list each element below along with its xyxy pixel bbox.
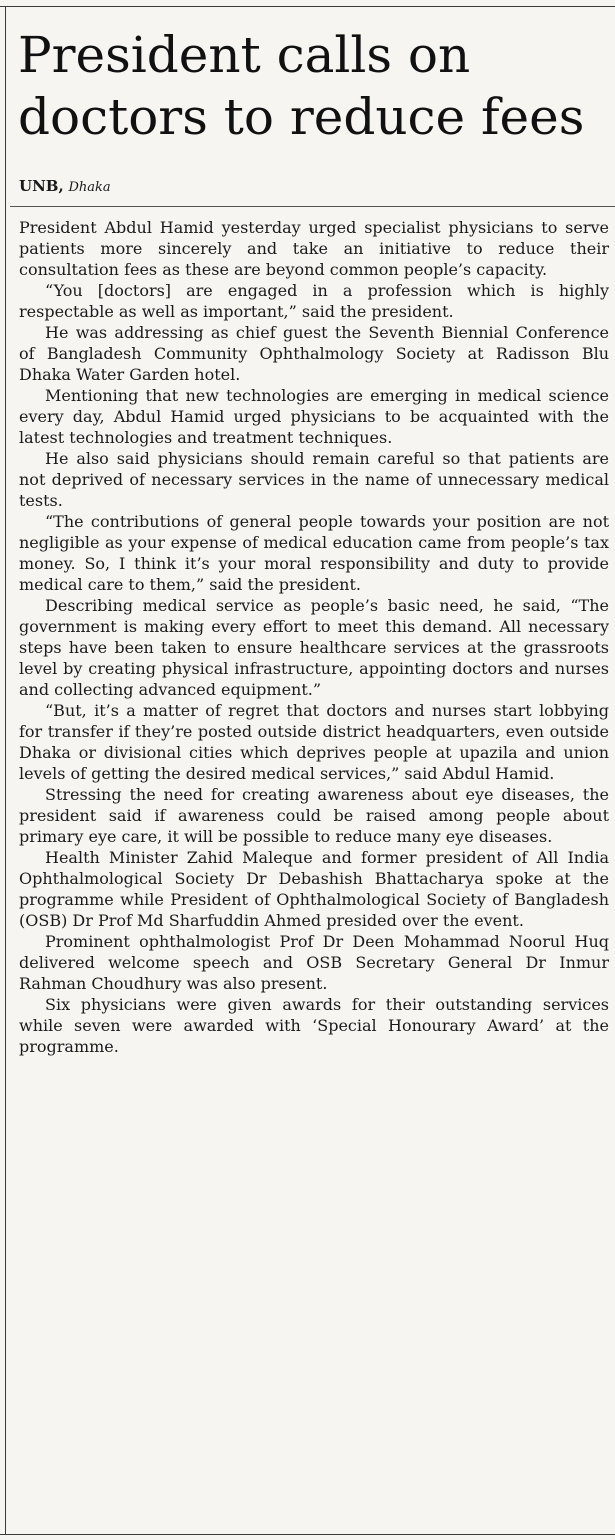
top-rule [0,6,615,7]
paragraph: Prominent ophthalmologist Prof Dr Deen Mohammad Noorul Huq delivered welcome speech and OSB Secretary General Dr Inmur Rahman Choudhury was also present. [19,932,609,993]
paragraph: Health Minister Zahid Maleque and former president of All India Ophthalmological Society Dr Debashish Bhattacharya spoke at the programme while President of Ophthalmological Society of Bangladesh (OSB) Dr Prof Md Sharfuddin Ahmed presided over the event. [19,848,609,930]
paragraph: “But, it’s a matter of regret that doctors and nurses start lobbying for transfer if they’re posted outside district headquarters, even outside Dhaka or divisional cities which deprives people at upazila and union levels of getting the desired medical services,” said Abdul Hamid. [19,701,609,783]
paragraph: “You [doctors] are engaged in a profession which is highly respectable as well as important,” said the president. [19,281,609,321]
paragraph: He also said physicians should remain careful so that patients are not deprived of necessary services in the name of unnecessary medical tests. [19,449,609,510]
bottom-rule [0,1534,615,1535]
paragraph: “The contributions of general people towards your position are not negligible as your expense of medical education came from people’s tax money. So, I think it’s your moral responsibility and duty to provide medical care to them,” said the president. [19,512,609,594]
paragraph: Mentioning that new technologies are emerging in medical science every day, Abdul Hamid urged physicians to be acquainted with the latest technologies and treatment techniques. [19,386,609,447]
left-column-rule [5,6,6,1534]
paragraph: He was addressing as chief guest the Seventh Biennial Conference of Bangladesh Community Ophthalmology Society at Radisson Blu Dhaka Water Garden hotel. [19,323,609,384]
article-body [19,217,609,1057]
byline [19,176,419,198]
paragraph: Stressing the need for creating awareness about eye diseases, the president said if awareness could be raised among people about primary eye care, it will be possible to reduce many eye diseases. [19,785,609,846]
byline-agency: UNB, [19,177,64,195]
headline: President calls on doctors to reduce fees [18,26,585,146]
byline-place: Dhaka [68,180,111,195]
paragraph: Six physicians were given awards for their outstanding services while seven were awarded with ‘Special Honourary Award’ at the programme. [19,995,609,1056]
paragraph: Describing medical service as people’s basic need, he said, “The government is making every effort to meet this demand. All necessary steps have been taken to ensure healthcare services at the grassroots level by creating physical infrastructure, appointing doctors and nurses and collecting advanced equipment.” [19,596,609,699]
paragraph: President Abdul Hamid yesterday urged specialist physicians to serve patients more sincerely and take an initiative to reduce their consultation fees as these are beyond common people’s capacity. [19,218,609,279]
byline-divider [10,206,615,207]
